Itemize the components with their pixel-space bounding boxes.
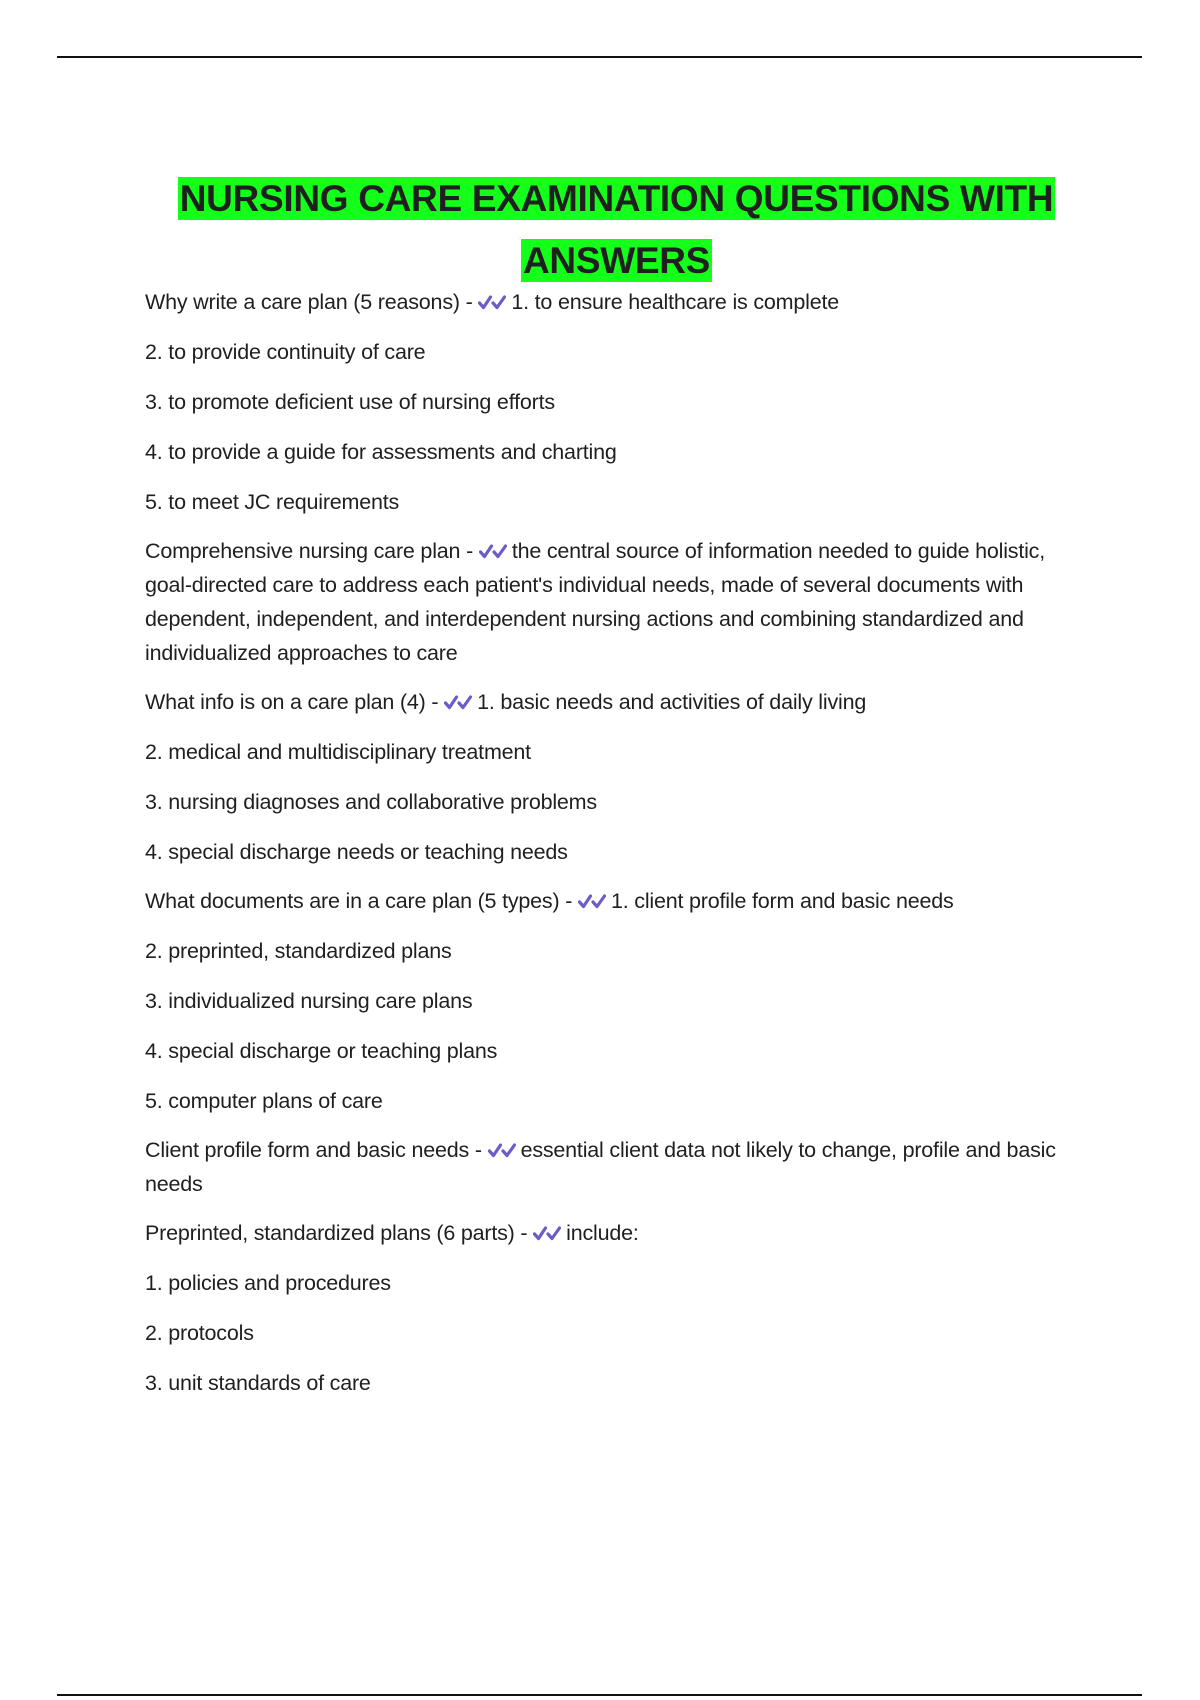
answer-list-item: 3. nursing diagnoses and collaborative problems bbox=[145, 790, 597, 814]
double-checkmark-icon bbox=[488, 1139, 516, 1161]
top-rule bbox=[57, 56, 1142, 58]
qa-list bbox=[145, 285, 1090, 1415]
answer-text: 1. to ensure healthcare is complete bbox=[511, 290, 839, 314]
qa-entry bbox=[145, 1216, 1090, 1400]
answer-text: the central source of information needed to guide holistic, goal-directed care to address each patient's individual needs, made of several documents with dependent, independent, and interdependent nursing actions and combining standardized and individualized approaches to care bbox=[145, 539, 1046, 665]
question-line bbox=[145, 1133, 1090, 1201]
answer-list-item: 4. to provide a guide for assessments and charting bbox=[145, 440, 617, 464]
double-checkmark-icon bbox=[578, 890, 606, 912]
answer-list-item: 2. to provide continuity of care bbox=[145, 340, 426, 364]
double-checkmark-icon bbox=[478, 291, 506, 313]
answer-list-item: 2. protocols bbox=[145, 1321, 254, 1345]
double-checkmark-icon bbox=[444, 691, 472, 713]
qa-entry bbox=[145, 285, 1090, 519]
answer-list-item: 3. individualized nursing care plans bbox=[145, 989, 473, 1013]
answer-list-item: 2. medical and multidisciplinary treatment bbox=[145, 740, 531, 764]
question-line bbox=[145, 534, 1090, 670]
answer-list-item: 5. computer plans of care bbox=[145, 1089, 383, 1113]
question-text: Comprehensive nursing care plan bbox=[145, 539, 461, 563]
question-text: Client profile form and basic needs bbox=[145, 1138, 470, 1162]
question-line bbox=[145, 685, 1090, 719]
answer-list-item: 2. preprinted, standardized plans bbox=[145, 939, 452, 963]
question-line bbox=[145, 1216, 1090, 1250]
answer-list-item: 4. special discharge or teaching plans bbox=[145, 1039, 498, 1063]
answer-list-item: 3. to promote deficient use of nursing efforts bbox=[145, 390, 555, 414]
qa-entry bbox=[145, 1133, 1090, 1201]
question-text: What info is on a care plan (4) bbox=[145, 690, 426, 714]
question-separator: - bbox=[514, 1221, 534, 1245]
bottom-rule bbox=[57, 1694, 1142, 1696]
answer-list-item: 1. policies and procedures bbox=[145, 1271, 391, 1295]
double-checkmark-icon bbox=[533, 1222, 561, 1244]
question-separator: - bbox=[459, 290, 479, 314]
title-highlight: NURSING CARE EXAMINATION QUESTIONS WITH ANSWERS bbox=[179, 177, 1054, 281]
page-title bbox=[145, 168, 1088, 292]
answer-text: 1. basic needs and activities of daily living bbox=[477, 690, 867, 714]
question-line bbox=[145, 884, 1090, 918]
question-separator: - bbox=[469, 1138, 488, 1162]
qa-entry bbox=[145, 685, 1090, 869]
question-text: Why write a care plan (5 reasons) bbox=[145, 290, 460, 314]
qa-entry bbox=[145, 534, 1090, 670]
answer-text: 1. client profile form and basic needs bbox=[610, 889, 954, 913]
double-checkmark-icon bbox=[479, 540, 507, 562]
question-line bbox=[145, 285, 1090, 319]
answer-list-item: 5. to meet JC requirements bbox=[145, 490, 400, 514]
question-separator: - bbox=[460, 539, 479, 563]
question-separator: - bbox=[559, 889, 578, 913]
question-text: Preprinted, standardized plans (6 parts) bbox=[145, 1221, 515, 1245]
answer-list-item: 3. unit standards of care bbox=[145, 1371, 371, 1395]
question-separator: - bbox=[425, 690, 445, 714]
answer-list-item: 4. special discharge needs or teaching needs bbox=[145, 840, 568, 864]
question-text: What documents are in a care plan (5 types) bbox=[145, 889, 560, 913]
qa-entry bbox=[145, 884, 1090, 1118]
answer-text: include: bbox=[566, 1221, 639, 1245]
answer-text: essential client data not likely to change, profile and basic needs bbox=[145, 1138, 1056, 1196]
